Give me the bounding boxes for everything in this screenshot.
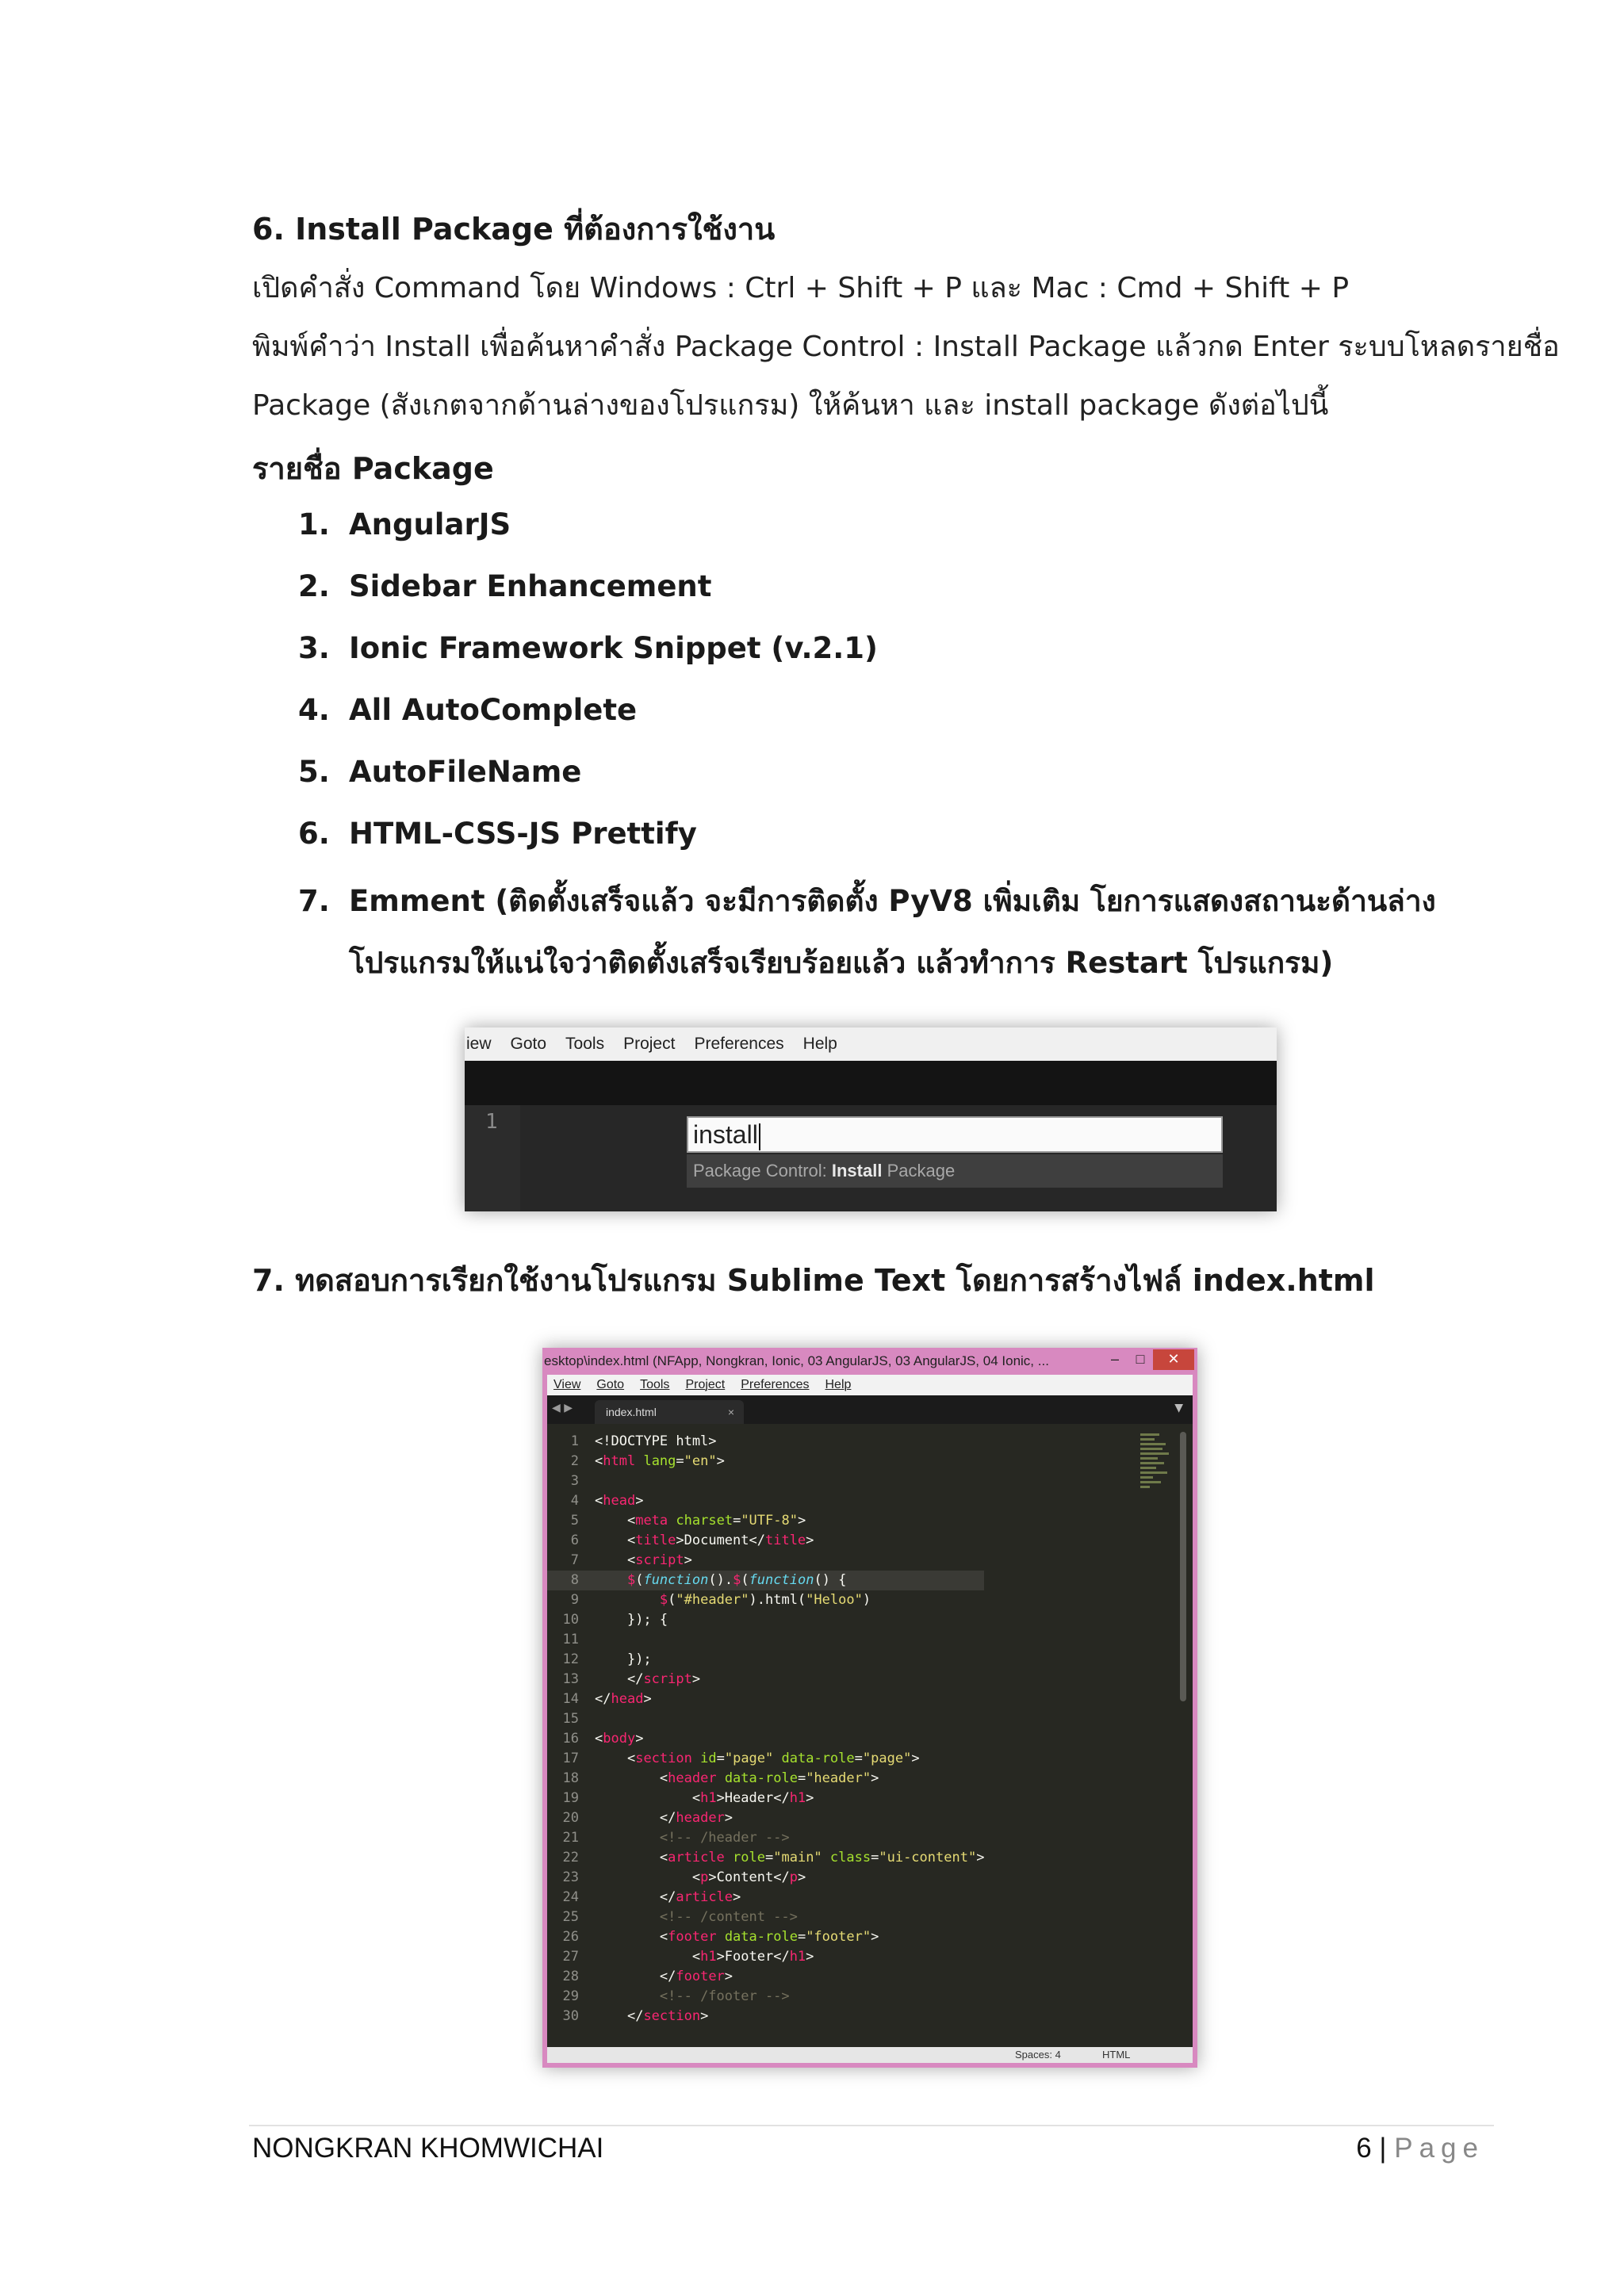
code-line: 15 [562,1711,579,1727]
menu-help[interactable]: Help [825,1378,852,1391]
code-line: 3 [570,1473,579,1489]
window-titlebar [542,1348,1197,1375]
list-item: 4. All AutoComplete [298,693,638,727]
code-line: 7 <script> [570,1552,692,1568]
code-line: 16 <body> [562,1731,644,1747]
tab-dropdown-icon[interactable]: ▼ [1174,1402,1183,1414]
code-line: 11 [562,1632,579,1647]
minimize-icon[interactable]: – [1110,1351,1119,1367]
editor-menubar [547,1375,1193,1395]
code-editor[interactable] [547,1424,1193,2047]
section6-heading: 6. Install Package ที่ต้องการใช้งาน [252,212,776,247]
editor-menubar [465,1027,1277,1061]
window-title: esktop\index.html (NFApp, Nongkran, Ionic, 03 AngularJS, 03 AngularJS, 04 Ionic, ... [544,1353,1049,1368]
text-caret [759,1123,760,1150]
menu-goto[interactable]: Goto [510,1035,547,1053]
tab-nav-arrows-icon[interactable]: ◀ ▶ [552,1402,573,1414]
close-icon[interactable]: ✕ [1153,1349,1194,1370]
code-line: 18 <header data-role="header"> [562,1770,879,1786]
code-line: 13 </script> [562,1671,701,1687]
code-line: 4 <head> [570,1493,644,1509]
code-line: 1 <!DOCTYPE html> [570,1433,717,1449]
menu-preferences[interactable]: Preferences [694,1035,784,1053]
code-line: 19 <h1>Header</h1> [562,1790,814,1806]
code-line: 14 </head> [562,1691,652,1707]
code-line: 29 <!-- /footer --> [562,1988,790,2004]
code-line: 8 $(function().$(function() { [547,1571,984,1590]
status-bar [547,2047,1193,2063]
minimap[interactable] [1140,1433,1172,1505]
list-item: 3. Ionic Framework Snippet (v.2.1) [298,631,878,665]
code-line: 17 <section id="page" data-role="page"> [562,1751,920,1766]
code-line: 23 <p>Content</p> [562,1869,806,1885]
code-line: 27 <h1>Footer</h1> [562,1949,814,1965]
menu-project[interactable]: Project [685,1378,726,1391]
section6-line2: พิมพ์คำว่า Install เพื่อค้นหาคำสั่ง Package Control : Install Package แล้วกด Enter ระบบโหลดรายชื่อ [252,331,1560,363]
tab-index-html[interactable]: index.html × [595,1400,744,1424]
vertical-scrollbar[interactable] [1180,1432,1186,1701]
code-line: 2 <html lang="en"> [570,1453,725,1469]
section6-line1: เปิดคำสั่ง Command โดย Windows : Ctrl + Shift + P และ Mac : Cmd + Shift + P [252,272,1350,304]
code-lines [547,1432,984,2026]
code-line: 28 </footer> [562,1969,733,1984]
package-list-title: รายชื่อ Package [252,451,494,486]
indent-setting[interactable]: Spaces: 4 [1015,2049,1061,2061]
menu-help[interactable]: Help [802,1035,837,1053]
menu-view[interactable]: View [553,1378,581,1391]
menu-view[interactable]: iew [466,1035,492,1053]
tab-close-icon[interactable]: × [727,1406,734,1418]
footer-divider [249,2125,1494,2126]
list-item: 1. AngularJS [298,507,511,541]
menu-goto[interactable]: Goto [596,1378,625,1391]
code-line: 12 }); [562,1651,652,1667]
command-palette-result[interactable]: Package Control: Install Package [687,1154,1223,1188]
section7-heading: 7. ทดสอบการเรียกใช้งานโปรแกรม Sublime Text โดยการสร้างไฟล์ index.html [252,1263,1375,1298]
code-line: 6 <title>Document</title> [570,1533,814,1548]
section6-line3: Package (สังเกตจากด้านล่างของโปรแกรม) ให้ค้นหา และ install package ดังต่อไปนี้ [252,389,1329,422]
footer-author: NONGKRAN KHOMWICHAI [252,2133,604,2164]
code-line: 10 }); { [562,1612,668,1628]
menu-preferences[interactable]: Preferences [741,1378,810,1391]
menu-tools[interactable]: Tools [565,1035,605,1053]
sublime-window-screenshot [542,1348,1197,2068]
code-line: 5 <meta charset="UTF-8"> [570,1513,806,1529]
list-item: 2. Sidebar Enhancement [298,569,712,603]
list-item: 7. Emment (ติดตั้งเสร็จแล้ว จะมีการติดตั้ง PyV8 เพิ่มเติม โยการแสดงสถานะด้านล่าง โปรแกรมให้แน่ใจว่าติดตั้งเสร็จเรียบร้อยแล้ว แล้วทำการ Restart โปรแกรม) [298,884,1436,980]
code-line: 21 <!-- /header --> [562,1830,790,1846]
code-line: 24 </article> [562,1889,741,1905]
command-palette-input[interactable]: install [687,1116,1223,1153]
maximize-icon[interactable]: □ [1136,1351,1145,1367]
line-gutter [465,1105,520,1211]
window-controls [1102,1349,1194,1370]
code-line: 30 </section> [562,2008,709,2024]
code-line: 26 <footer data-role="footer"> [562,1929,879,1945]
package-list [298,499,1475,994]
editor-tabbar [547,1395,1193,1424]
editor-tabbar [465,1061,1277,1105]
code-line: 20 </header> [562,1810,733,1826]
menu-tools[interactable]: Tools [640,1378,670,1391]
code-line: 25 <!-- /content --> [562,1909,798,1925]
list-item: 5. AutoFileName [298,755,582,789]
syntax-setting[interactable]: HTML [1102,2049,1131,2061]
code-line: 22 <article role="main" class="ui-content"> [562,1850,985,1866]
menu-project[interactable]: Project [623,1035,676,1053]
footer-page-number: 6 | Page [1356,2133,1484,2164]
code-line: 9 $("#header").html("Heloo") [570,1592,871,1608]
command-palette-screenshot [465,1027,1277,1211]
list-item: 6. HTML-CSS-JS Prettify [298,817,697,851]
line-number: 1 [485,1110,498,1134]
